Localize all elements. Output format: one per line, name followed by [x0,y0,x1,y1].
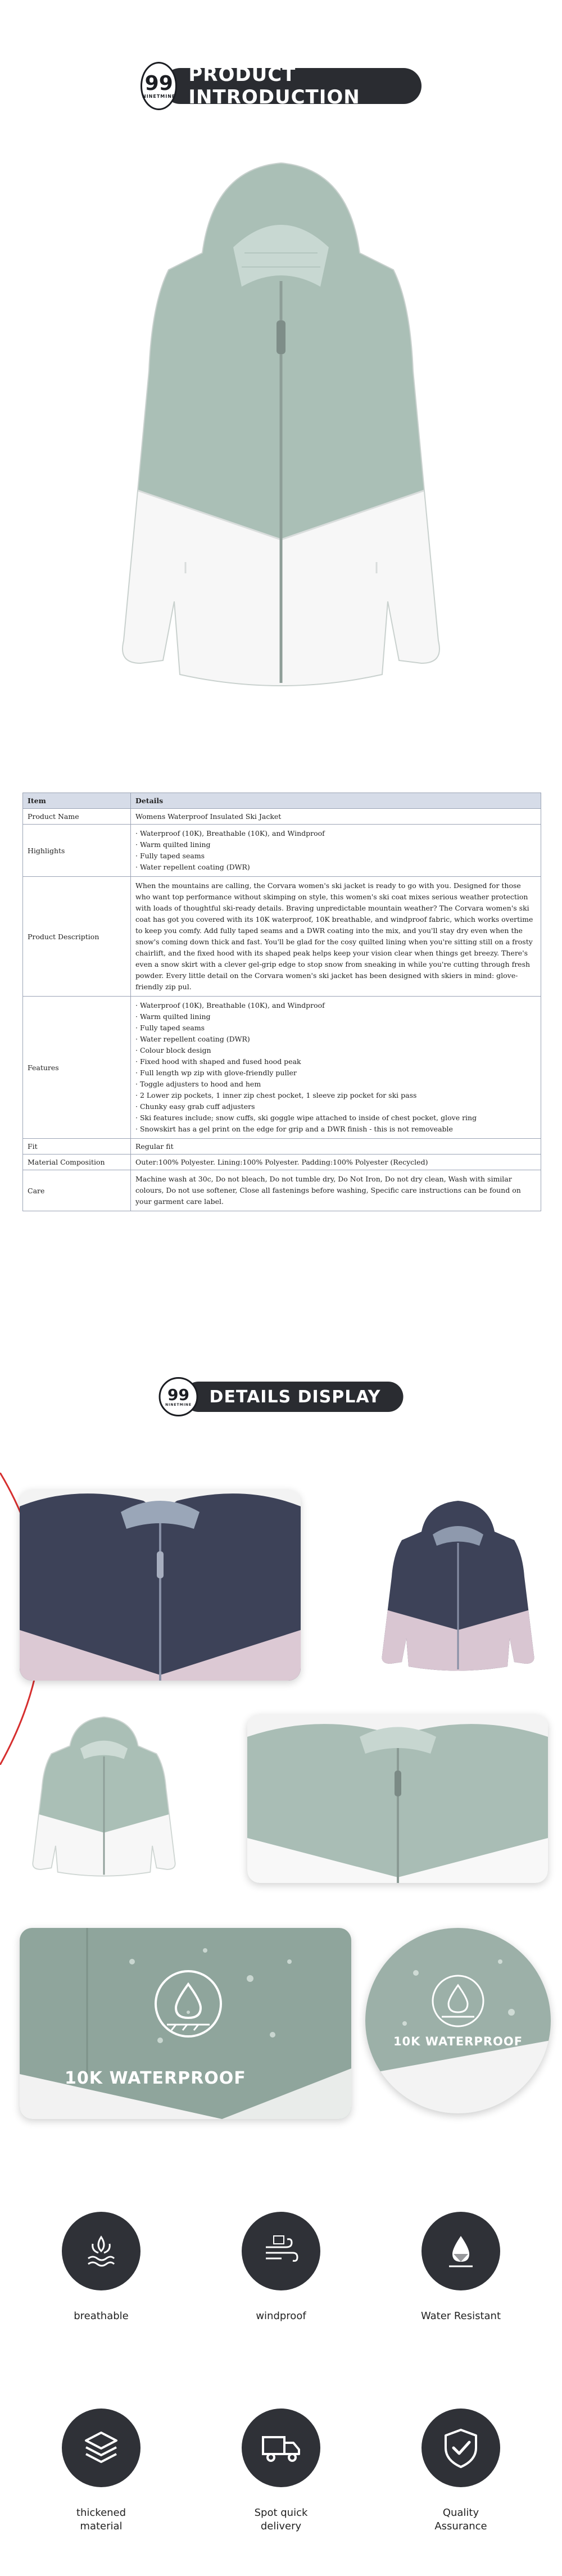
detail-image-navy-closeup [20,1490,301,1681]
feature-label: thickened material [76,2507,126,2532]
table-row [23,1139,541,1155]
layers-icon [80,2427,122,2469]
list-item: · Fully taped seams [135,1024,205,1032]
list-item: · Chunky easy grab cuff adjusters [135,1102,255,1111]
brand-logo [140,62,177,110]
row-key: Product Name [23,809,131,825]
row-value: Machine wash at 30c, Do not bleach, Do not tumble dry, Do Not Iron, Do not dry clean, Wash with similar colours, Do not use softener, Close all fastenings before washing, Specific care instructions can be found on your garment care label. [131,1170,541,1211]
row-key: Care [23,1170,131,1211]
list-item: · Water repellent coating (DWR) [135,1035,250,1043]
list-item: · Colour block design [135,1046,211,1054]
feature-water-resistant [405,2212,517,2323]
section-title: PRODUCT INTRODUCTION [188,64,360,108]
feature-windproof [225,2212,337,2323]
list-item: · Warm quilted lining [135,840,211,849]
row-value: Outer:100% Polyester. Lining:100% Polyester. Padding:100% Polyester (Recycled) [131,1155,541,1170]
row-value: Womens Waterproof Insulated Ski Jacket [131,809,541,825]
section-title-pill [184,1382,404,1412]
table-row [23,877,541,997]
brand-logo-name: NINETMINE [142,93,176,99]
table-header-details: Details [131,793,541,809]
section-title: DETAILS DISPLAY [209,1387,381,1407]
row-key: Features [23,997,131,1139]
main-product-image [84,135,478,731]
row-value [131,997,541,1139]
brand-logo [159,1377,198,1416]
water-resistant-icon [441,2231,481,2271]
list-item: · 2 Lower zip pockets, 1 inner zip chest pocket, 1 sleeve zip pocket for ski pass [135,1091,417,1099]
detail-image-waterproof-circle [365,1928,551,2113]
table-header-row [23,793,541,809]
brand-logo-name: NINETMINE [165,1402,192,1407]
delivery-truck-icon [260,2428,302,2468]
row-value: Regular fit [131,1139,541,1155]
feature-breathable [45,2212,157,2323]
shield-check-icon [441,2426,481,2469]
row-key: Highlights [23,825,131,877]
table-row [23,825,541,877]
spec-table [22,793,541,1211]
feature-label: windproof [256,2310,306,2322]
table-header-item: Item [23,793,131,809]
table-row [23,997,541,1139]
table-row [23,1155,541,1170]
list-item: · Waterproof (10K), Breathable (10K), and Windproof [135,1001,325,1009]
feature-circle [242,2212,320,2290]
table-row [23,1170,541,1211]
feature-circle [62,2409,140,2487]
row-key: Fit [23,1139,131,1155]
list-item: · Fully taped seams [135,852,205,860]
feature-circle [242,2409,320,2487]
feature-quality-assurance [405,2409,517,2533]
list-item: · Toggle adjusters to hood and hem [135,1080,261,1088]
row-key: Product Description [23,877,131,997]
list-item: · Fixed hood with shaped and fused hood peak [135,1057,301,1066]
brand-logo-number: 99 [167,1385,190,1404]
feature-label: Quality Assurance [434,2507,487,2532]
windproof-icon [261,2231,301,2271]
list-item: · Waterproof (10K), Breathable (10K), and Windproof [135,829,325,837]
table-row [23,809,541,825]
row-value: When the mountains are calling, the Corvara women's ski jacket is ready to go with you. Designed for those who want top performance without skimping on style, this women's ski coat mixes serious weather protection with loads of thoughtful ski-ready details. Braving unpredictable mountain weather? The Corvara women's ski coat has got you covered with its 10K waterproof, 10K breathable, and windproof fabric, which works overtime to keep you comfy. Add fully taped seams and a DWR coating into the mix, and you'll stay dry even when the snow's coming down thick and fast. You'll be glad for the cosy quilted lining when you're sitting still on a frosty chairlift, and the fixed hood with its shaped peak helps keep your vision clear when things get breezy. There's even a snow skirt with a clever gel-grip edge to stop snow from sneaking in while you're cutting through fresh powder. Every little detail on the Corvara women's ski jacket has been designed with skiers in mind: glove-friendly zip pul. [131,877,541,997]
section-title-pill [162,64,422,108]
detail-image-navy-jacket [368,1498,548,1672]
section-banner-details-display [159,1377,404,1416]
feature-circle [62,2212,140,2290]
detail-image-waterproof-fabric [20,1928,351,2119]
feature-label: breathable [74,2310,129,2322]
list-item: · Ski features include; snow cuffs, ski goggle wipe attached to inside of chest pocket, glove ring [135,1113,477,1122]
brand-logo-number: 99 [144,71,173,95]
breathable-icon [81,2231,121,2271]
section-banner-product-introduction [140,62,422,110]
list-item: · Warm quilted lining [135,1012,211,1021]
feature-circle [422,2409,500,2487]
list-item: · Snowskirt has a gel print on the edge for grip and a DWR finish - this is not removeable [135,1125,453,1133]
row-key: Material Composition [23,1155,131,1170]
waterproof-label: 10K WATERPROOF [65,2068,246,2088]
feature-thickened-material [45,2409,157,2533]
list-item: · Water repellent coating (DWR) [135,863,250,871]
list-item: · Full length wp zip with glove-friendly puller [135,1069,297,1077]
detail-image-sage-closeup [247,1714,548,1883]
row-value [131,825,541,877]
feature-circle [422,2212,500,2290]
feature-label: Water Resistant [420,2310,501,2322]
detail-image-sage-jacket [20,1714,188,1877]
feature-label: Spot quick delivery [254,2507,308,2532]
waterproof-circle-label: 10K WATERPROOF [393,2035,523,2048]
feature-spot-quick-delivery [225,2409,337,2533]
